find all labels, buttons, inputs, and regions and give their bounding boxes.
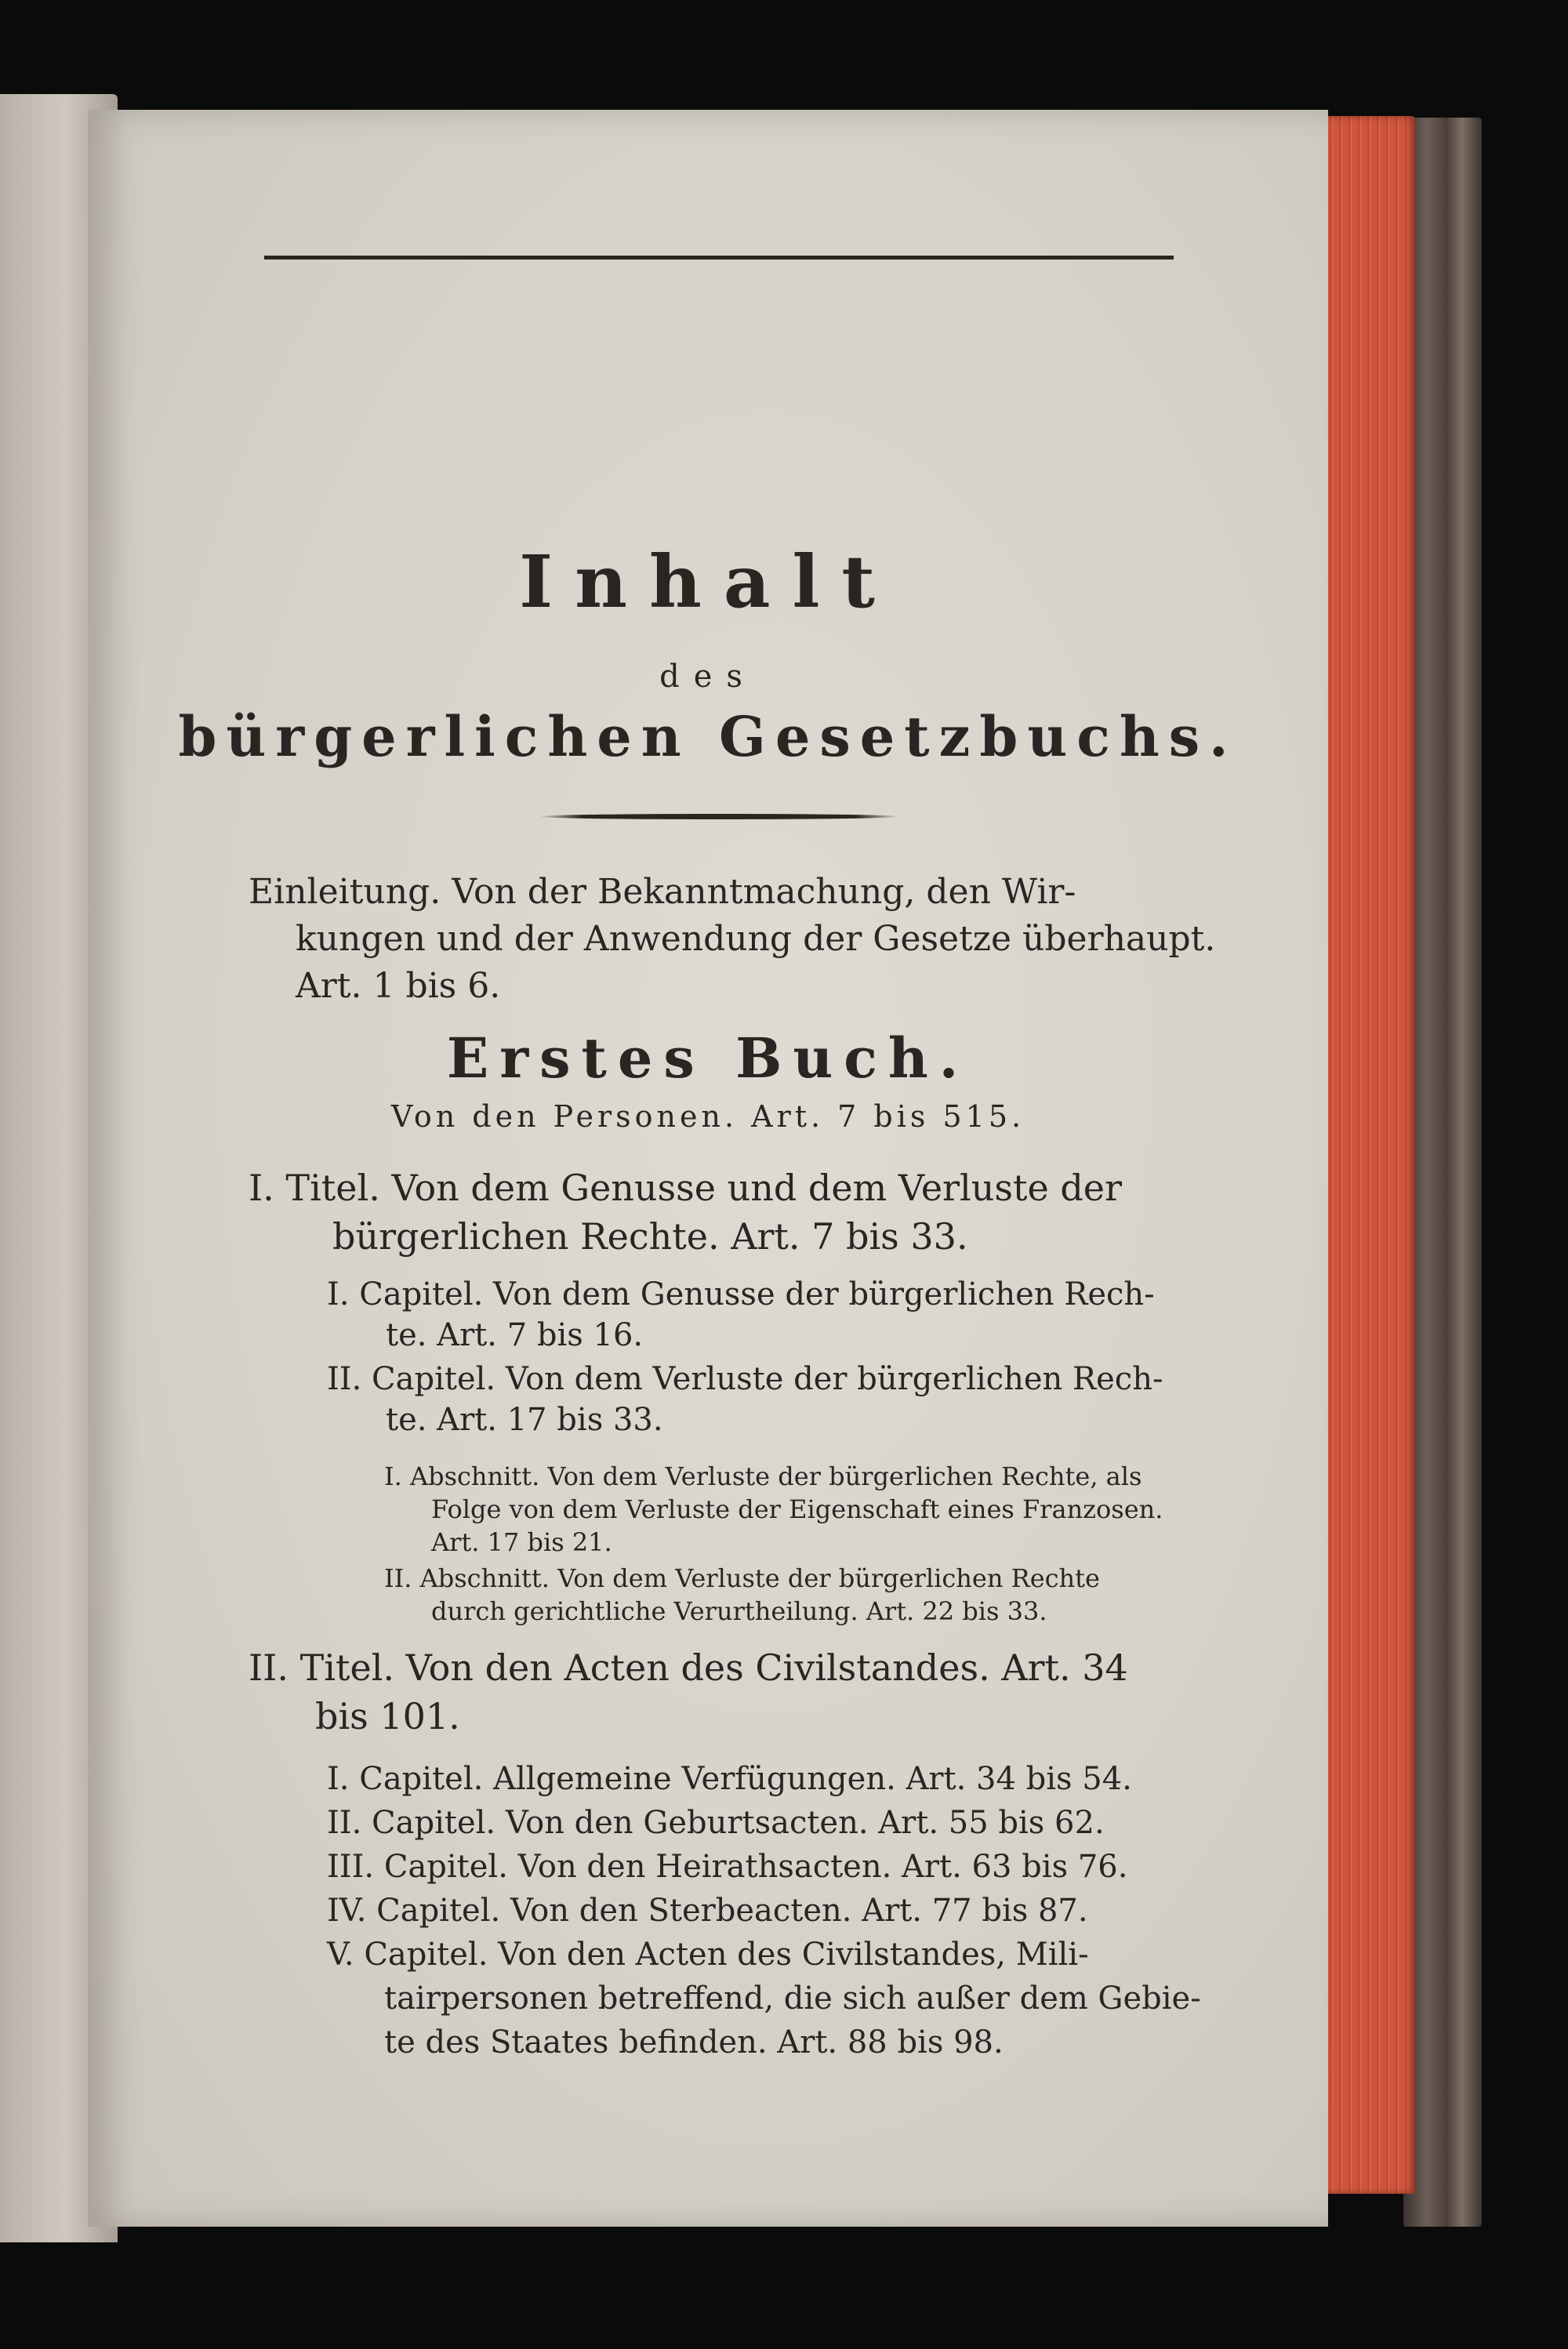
heading-des: des xyxy=(659,659,757,695)
capitel-line: II. Capitel. Von dem Verluste der bürgerlichen Rech- xyxy=(327,1361,1163,1397)
capitel-line: te. Art. 17 bis 33. xyxy=(386,1402,663,1438)
book-heading: Erstes Buch. xyxy=(446,1026,970,1091)
book-subheading: Von den Personen. Art. 7 bis 515. xyxy=(390,1099,1025,1134)
abschnitt-line: durch gerichtliche Verurtheilung. Art. 22 bis 33. xyxy=(431,1596,1047,1626)
capitel-line: te. Art. 7 bis 16. xyxy=(386,1317,644,1353)
capitel-line: te des Staates befinden. Art. 88 bis 98. xyxy=(384,2024,1004,2060)
capitel-line: II. Capitel. Von den Geburtsacten. Art. 55 bis 62. xyxy=(327,1805,1105,1841)
ornament-rule xyxy=(539,814,899,819)
titel-line: I. Titel. Von dem Genusse und dem Verluste der xyxy=(249,1167,1122,1209)
intro-line: kungen und der Anwendung der Gesetze überhaupt. xyxy=(296,919,1216,959)
titel-line: II. Titel. Von den Acten des Civilstandes. Art. 34 xyxy=(249,1646,1128,1689)
capitel-line: I. Capitel. Allgemeine Verfügungen. Art. 34 bis 54. xyxy=(327,1761,1132,1797)
heading-gesetzbuch: bürgerlichen Gesetzbuchs. xyxy=(178,704,1238,769)
intro-line: Art. 1 bis 6. xyxy=(296,966,501,1006)
abschnitt-line: II. Abschnitt. Von dem Verluste der bürgerlichen Rechte xyxy=(384,1563,1100,1593)
top-rule xyxy=(264,256,1174,260)
abschnitt-line: Art. 17 bis 21. xyxy=(431,1527,612,1557)
intro-line: Einleitung. Von der Bekanntmachung, den Wir- xyxy=(249,872,1076,912)
titel-line: bürgerlichen Rechte. Art. 7 bis 33. xyxy=(332,1215,968,1258)
capitel-line: V. Capitel. Von den Acten des Civilstandes, Mili- xyxy=(327,1937,1089,1973)
abschnitt-line: Folge von dem Verluste der Eigenschaft eines Franzosen. xyxy=(431,1494,1163,1524)
capitel-line: I. Capitel. Von dem Genusse der bürgerlichen Rech- xyxy=(327,1276,1155,1312)
capitel-line: tairpersonen betreffend, die sich außer dem Gebie- xyxy=(384,1980,1201,2017)
titel-line: bis 101. xyxy=(315,1695,460,1737)
capitel-line: IV. Capitel. Von den Sterbeacten. Art. 77 bis 87. xyxy=(327,1893,1088,1929)
capitel-line: III. Capitel. Von den Heirathsacten. Art. 63 bis 76. xyxy=(327,1849,1128,1885)
heading-inhalt: Inhalt xyxy=(519,539,897,624)
red-page-edges xyxy=(1325,116,1416,2194)
book-page xyxy=(88,110,1328,2227)
abschnitt-line: I. Abschnitt. Von dem Verluste der bürgerlichen Rechte, als xyxy=(384,1461,1142,1491)
